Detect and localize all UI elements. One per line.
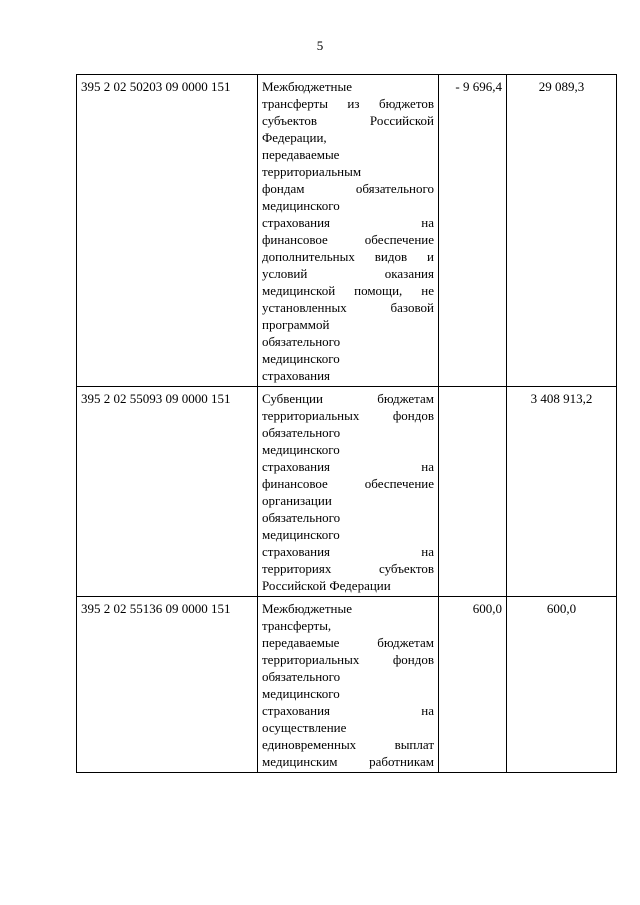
description-line: обязательного [262, 669, 341, 684]
description-line: страхования на [262, 459, 434, 474]
description-line: медицинским работникам [262, 754, 434, 769]
description-line: трансферты из бюджетов [262, 96, 434, 111]
description-line: трансферты, [262, 618, 332, 633]
description-line: субъектов Российской [262, 113, 434, 128]
budget-table [76, 74, 617, 773]
description-line: обязательного [262, 425, 341, 440]
description-line: Федерации, [262, 130, 327, 145]
description-line: установленных базовой [262, 300, 434, 315]
description-line: медицинского [262, 527, 340, 542]
description-line: Межбюджетные [262, 79, 352, 94]
description-line: территориальных фондов [262, 652, 434, 667]
description-line: организации [262, 493, 332, 508]
budget-code-cell: 395 2 02 50203 09 0000 151 [77, 75, 258, 387]
table-row [77, 75, 617, 387]
description-cell [258, 75, 439, 387]
description-line: страхования [262, 368, 331, 383]
description-line: территориальным [262, 164, 362, 179]
description-line: медицинского [262, 198, 340, 213]
description-line: фондам обязательного [262, 181, 434, 196]
description-line: обязательного [262, 510, 341, 525]
amount-total-cell: 29 089,3 [507, 75, 617, 387]
description-line: финансовое обеспечение [262, 476, 434, 491]
budget-code-cell: 395 2 02 55093 09 0000 151 [77, 387, 258, 597]
amount-total-cell: 3 408 913,2 [507, 387, 617, 597]
description-line: страхования на [262, 215, 434, 230]
description-line: условий оказания [262, 266, 434, 281]
description-line: страхования на [262, 544, 434, 559]
description-line: Субвенции бюджетам [262, 391, 434, 406]
description-line: дополнительных видов и [262, 249, 434, 264]
description-line: обязательного [262, 334, 341, 349]
description-line: единовременных выплат [262, 737, 434, 752]
budget-code-cell: 395 2 02 55136 09 0000 151 [77, 597, 258, 773]
description-line: территориальных фондов [262, 408, 434, 423]
description-line: медицинского [262, 351, 340, 366]
description-line: страхования на [262, 703, 434, 718]
description-line: Российской Федерации [262, 578, 391, 593]
amount-change-cell: 600,0 [439, 597, 507, 773]
description-cell [258, 387, 439, 597]
amount-change-cell: - 9 696,4 [439, 75, 507, 387]
description-line: Межбюджетные [262, 601, 352, 616]
table-row [77, 597, 617, 773]
description-line: осуществление [262, 720, 347, 735]
amount-change-cell [439, 387, 507, 597]
description-cell [258, 597, 439, 773]
description-line: передаваемые бюджетам [262, 635, 434, 650]
description-line: медицинской помощи, не [262, 283, 434, 298]
amount-total-cell: 600,0 [507, 597, 617, 773]
description-line: территориях субъектов [262, 561, 434, 576]
page-number: 5 [316, 38, 324, 53]
description-line: программой [262, 317, 330, 332]
table-row [77, 387, 617, 597]
description-line: медицинского [262, 442, 340, 457]
description-line: финансовое обеспечение [262, 232, 434, 247]
description-line: медицинского [262, 686, 340, 701]
description-line: передаваемые [262, 147, 340, 162]
